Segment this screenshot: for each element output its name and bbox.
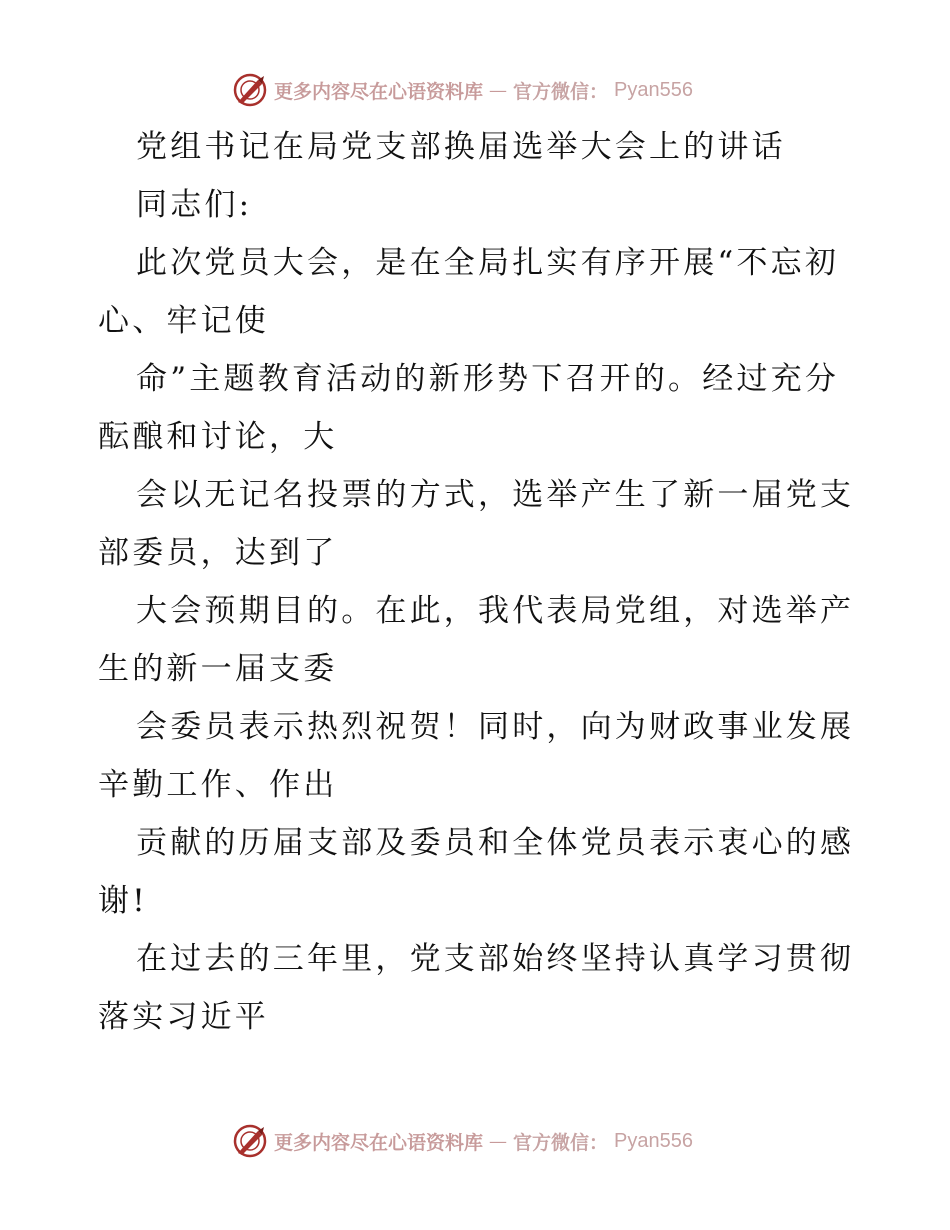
- header-dash: —: [489, 79, 508, 101]
- text-line: 生的新一届支委: [98, 651, 338, 687]
- header-banner: [232, 70, 693, 110]
- text-line: 落实习近平: [98, 999, 269, 1035]
- footer-brand-text: 更多内容尽在心语资料库: [274, 1131, 484, 1154]
- text-line: 心、牢记使: [98, 303, 269, 339]
- text-line: 此次党员大会，是在全局扎实有序开展“不忘初: [136, 245, 840, 281]
- footer-wechat-id: Pyan556: [614, 1129, 693, 1152]
- pen-logo-icon: [232, 72, 268, 108]
- document-title: 党组书记在局党支部换届选举大会上的讲话: [136, 129, 786, 165]
- text-line: 贡献的历届支部及委员和全体党员表示衷心的感: [136, 825, 855, 861]
- text-line: 在过去的三年里，党支部始终坚持认真学习贯彻: [136, 941, 855, 977]
- header-official-label: 官方微信：: [513, 80, 609, 103]
- text-line: 会委员表示热烈祝贺！同时，向为财政事业发展: [136, 709, 855, 745]
- text-line: 会以无记名投票的方式，选举产生了新一届党支: [136, 477, 855, 513]
- pen-logo-icon: [232, 1123, 268, 1159]
- footer-dash: —: [489, 1130, 508, 1152]
- document-body: [98, 118, 858, 1046]
- text-line: 同志们:: [136, 187, 253, 223]
- text-line: 命”主题教育活动的新形势下召开的。经过充分: [136, 361, 840, 397]
- footer-banner: [232, 1121, 693, 1161]
- text-line: 谢!: [98, 883, 148, 919]
- header-brand-text: 更多内容尽在心语资料库: [274, 80, 484, 103]
- footer-official-label: 官方微信：: [513, 1131, 609, 1154]
- text-line: 部委员，达到了: [98, 535, 338, 571]
- header-wechat-id: Pyan556: [614, 78, 693, 101]
- text-line: 酝酿和讨论，大: [98, 419, 338, 455]
- text-line: 大会预期目的。在此，我代表局党组，对选举产: [136, 593, 855, 629]
- text-line: 辛勤工作、作出: [98, 767, 338, 803]
